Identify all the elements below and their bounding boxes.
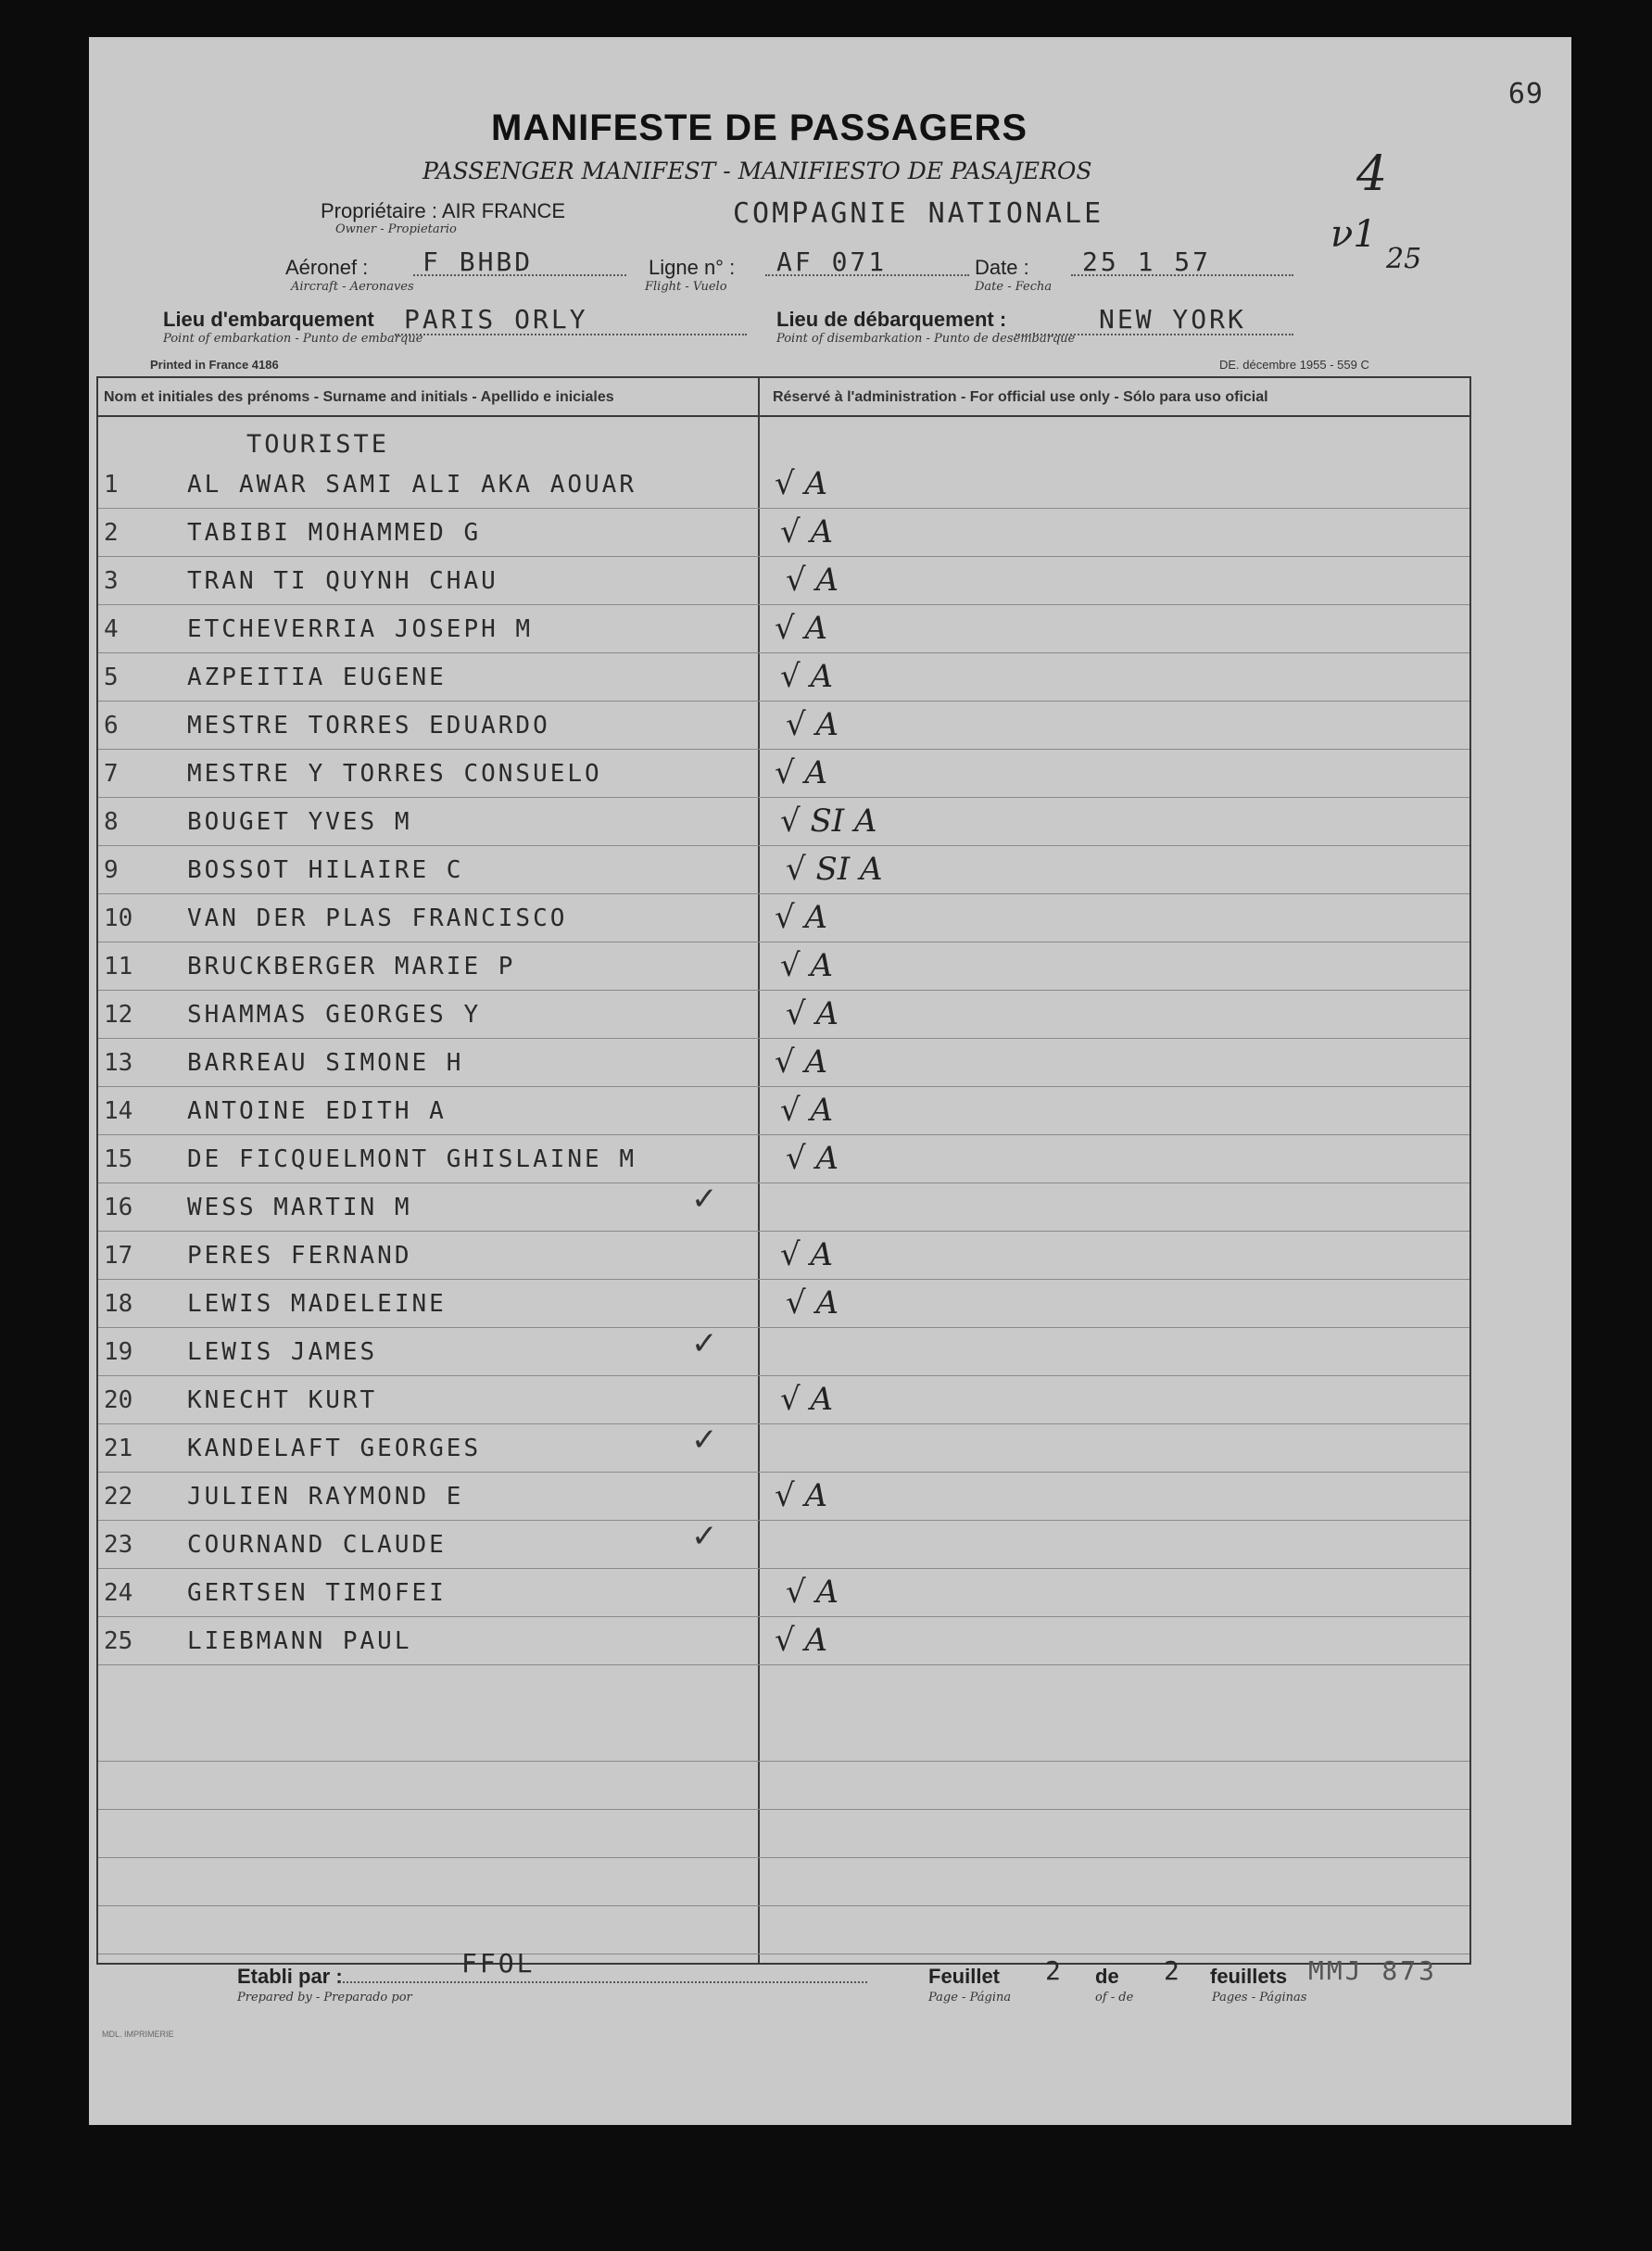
imprint: MDL. IMPRIMERIE	[102, 2030, 174, 2039]
row-rule	[98, 845, 1469, 846]
hand-note-4: 4	[1356, 146, 1388, 202]
row-number: 16	[104, 1194, 133, 1221]
row-number: 10	[104, 904, 133, 932]
admin-mark: √ A	[786, 995, 839, 1032]
of-label: de	[1095, 1965, 1119, 1988]
passenger-name: JULIEN RAYMOND E	[187, 1483, 464, 1511]
passenger-name: KNECHT KURT	[187, 1386, 378, 1414]
row-number: 14	[104, 1097, 133, 1125]
flight-label: Ligne n° :	[649, 256, 736, 279]
row-number: 25	[104, 1627, 133, 1655]
hand-note-date: 25	[1386, 243, 1422, 275]
row-rule	[98, 1279, 1469, 1280]
row-rule	[98, 1086, 1469, 1087]
row-number: 2	[104, 519, 119, 547]
row-number: 18	[104, 1290, 133, 1318]
row-rule	[98, 701, 1469, 702]
row-number: 3	[104, 567, 119, 595]
passenger-name: AL AWAR SAMI ALI AKA AOUAR	[187, 471, 637, 499]
admin-mark: √ A	[775, 899, 828, 936]
prepared-label: Etabli par :	[237, 1965, 343, 1988]
admin-mark: √ A	[780, 947, 834, 984]
passenger-name: LEWIS JAMES	[187, 1338, 378, 1366]
row-rule	[98, 1038, 1469, 1039]
row-number: 1	[104, 471, 119, 499]
passenger-name: SHAMMAS GEORGES Y	[187, 1001, 482, 1029]
row-rule	[98, 797, 1469, 798]
prepared-value: FFOL	[461, 1948, 536, 1979]
disembark-sub: Point of disembarkation - Punto de desembarque	[776, 332, 1076, 346]
row-number: 6	[104, 712, 119, 740]
passenger-name: MESTRE Y TORRES CONSUELO	[187, 760, 602, 788]
manifest-title: MANIFESTE DE PASSAGERS	[491, 107, 1028, 148]
row-rule	[98, 1182, 1469, 1183]
row-number: 21	[104, 1435, 133, 1462]
admin-mark: √ A	[780, 658, 834, 695]
row-number: 4	[104, 615, 119, 643]
admin-mark: √ A	[775, 1477, 828, 1514]
row-rule	[98, 556, 1469, 557]
date-sub: Date - Fecha	[975, 280, 1053, 294]
row-rule	[98, 508, 1469, 509]
passenger-name: LEWIS MADELEINE	[187, 1290, 447, 1318]
admin-mark: √ A	[780, 1381, 834, 1418]
row-number: 20	[104, 1386, 133, 1414]
pages-sub: Pages - Páginas	[1212, 1991, 1307, 2004]
row-rule	[98, 1134, 1469, 1135]
passenger-name: AZPEITIA EUGENE	[187, 664, 447, 691]
row-rule	[98, 1231, 1469, 1232]
prepared-sub: Prepared by - Preparado por	[237, 1991, 412, 2004]
row-number: 12	[104, 1001, 133, 1029]
admin-mark: √ A	[786, 706, 839, 743]
row-rule	[98, 1327, 1469, 1328]
owner-sub: Owner - Propietario	[335, 222, 457, 236]
row-rule	[98, 1664, 1469, 1665]
admin-mark: √ A	[775, 610, 828, 647]
page-sub: Page - Página	[928, 1991, 1012, 2004]
passenger-name: BOSSOT HILAIRE C	[187, 856, 464, 884]
row-rule	[98, 652, 1469, 653]
row-rule	[98, 990, 1469, 991]
passenger-name: COURNAND CLAUDE	[187, 1531, 447, 1559]
admin-mark: √ A	[775, 1043, 828, 1081]
empty-row-rule	[98, 1857, 1469, 1858]
admin-mark: √ A	[780, 513, 834, 550]
embark-label: Lieu d'embarquement	[163, 308, 374, 331]
passenger-name: KANDELAFT GEORGES	[187, 1435, 482, 1462]
row-rule	[98, 1568, 1469, 1569]
row-number: 5	[104, 664, 119, 691]
row-number: 7	[104, 760, 119, 788]
section-label: TOURISTE	[246, 430, 390, 459]
passenger-name: WESS MARTIN M	[187, 1194, 412, 1221]
row-rule	[98, 893, 1469, 894]
check-mark: ✓	[691, 1181, 718, 1218]
check-mark: ✓	[691, 1422, 718, 1459]
empty-row-rule	[98, 1809, 1469, 1810]
check-mark: ✓	[691, 1325, 718, 1362]
page-value: 2	[1045, 1955, 1064, 1986]
passenger-name: GERTSEN TIMOFEI	[187, 1579, 447, 1607]
date-value: 25 1 57	[1082, 247, 1212, 277]
admin-mark: √ A	[775, 1622, 828, 1659]
admin-mark: √ A	[775, 465, 828, 502]
row-number: 11	[104, 953, 133, 980]
passenger-table	[96, 376, 1471, 1965]
row-number: 22	[104, 1483, 133, 1511]
date-label: Date :	[975, 256, 1029, 279]
manifest-sheet	[89, 37, 1571, 2125]
passenger-name: TRAN TI QUYNH CHAU	[187, 567, 498, 595]
passenger-name: BARREAU SIMONE H	[187, 1049, 464, 1077]
admin-mark: √ A	[786, 1284, 839, 1322]
hand-note-initials: ν1	[1330, 213, 1377, 256]
passenger-name: BRUCKBERGER MARIE P	[187, 953, 516, 980]
row-rule	[98, 604, 1469, 605]
passenger-name: LIEBMANN PAUL	[187, 1627, 412, 1655]
col-admin-header: Réservé à l'administration - For official use only - Sólo para uso oficial	[773, 389, 1268, 405]
admin-mark: √ A	[780, 1236, 834, 1273]
disembark-label: Lieu de débarquement :	[776, 308, 1007, 331]
row-rule	[98, 1472, 1469, 1473]
admin-mark: √ A	[786, 1574, 839, 1611]
row-rule	[98, 1375, 1469, 1376]
admin-mark: √ A	[780, 1092, 834, 1129]
admin-mark: √ SI A	[780, 803, 877, 840]
of-value: 2	[1164, 1955, 1182, 1986]
passenger-name: VAN DER PLAS FRANCISCO	[187, 904, 568, 932]
embark-sub: Point of embarkation - Punto de embarque	[163, 332, 423, 346]
row-number: 17	[104, 1242, 133, 1270]
empty-row-rule	[98, 1905, 1469, 1906]
aircraft-sub: Aircraft - Aeronaves	[291, 280, 414, 294]
passenger-name: MESTRE TORRES EDUARDO	[187, 712, 550, 740]
flight-value: AF 071	[776, 247, 888, 277]
row-number: 24	[104, 1579, 133, 1607]
row-rule	[98, 749, 1469, 750]
pages-label: feuillets	[1210, 1965, 1288, 1988]
passenger-name: PERES FERNAND	[187, 1242, 412, 1270]
of-sub: of - de	[1095, 1991, 1134, 2004]
passenger-name: TABIBI MOHAMMED G	[187, 519, 482, 547]
passenger-name: BOUGET YVES M	[187, 808, 412, 836]
owner-value: COMPAGNIE NATIONALE	[733, 197, 1104, 230]
manifest-subtitle: PASSENGER MANIFEST - MANIFIESTO DE PASAJEROS	[422, 158, 1092, 184]
aircraft-label: Aéronef :	[285, 256, 369, 279]
admin-mark: √ A	[786, 1140, 839, 1177]
admin-mark: √ SI A	[786, 851, 883, 888]
row-number: 15	[104, 1145, 133, 1173]
manifest-ref: MMJ 873	[1308, 1955, 1438, 1986]
row-number: 8	[104, 808, 119, 836]
row-number: 23	[104, 1531, 133, 1559]
row-rule	[98, 1616, 1469, 1617]
row-rule	[98, 1423, 1469, 1424]
printed-note: Printed in France 4186	[150, 358, 279, 372]
page-number: 69	[1507, 78, 1544, 110]
empty-row-rule	[98, 1761, 1469, 1762]
admin-mark: √ A	[786, 562, 839, 599]
admin-mark: √ A	[775, 754, 828, 791]
aircraft-value: F BHBD	[422, 247, 534, 277]
embark-value: PARIS ORLY	[404, 304, 588, 335]
row-number: 9	[104, 856, 119, 884]
col-name-header: Nom et initiales des prénoms - Surname and initials - Apellido e iniciales	[104, 389, 614, 405]
disembark-value: NEW YORK	[1099, 304, 1246, 335]
passenger-name: DE FICQUELMONT GHISLAINE M	[187, 1145, 637, 1173]
row-number: 13	[104, 1049, 133, 1077]
row-rule	[98, 1520, 1469, 1521]
passenger-name: ANTOINE EDITH A	[187, 1097, 447, 1125]
check-mark: ✓	[691, 1518, 718, 1555]
flight-sub: Flight - Vuelo	[645, 280, 727, 294]
owner-label: Propriétaire : AIR FRANCE	[321, 199, 566, 222]
form-ref: DE. décembre 1955 - 559 C	[1219, 358, 1369, 372]
row-number: 19	[104, 1338, 133, 1366]
page-label: Feuillet	[928, 1965, 1001, 1988]
passenger-name: ETCHEVERRIA JOSEPH M	[187, 615, 534, 643]
